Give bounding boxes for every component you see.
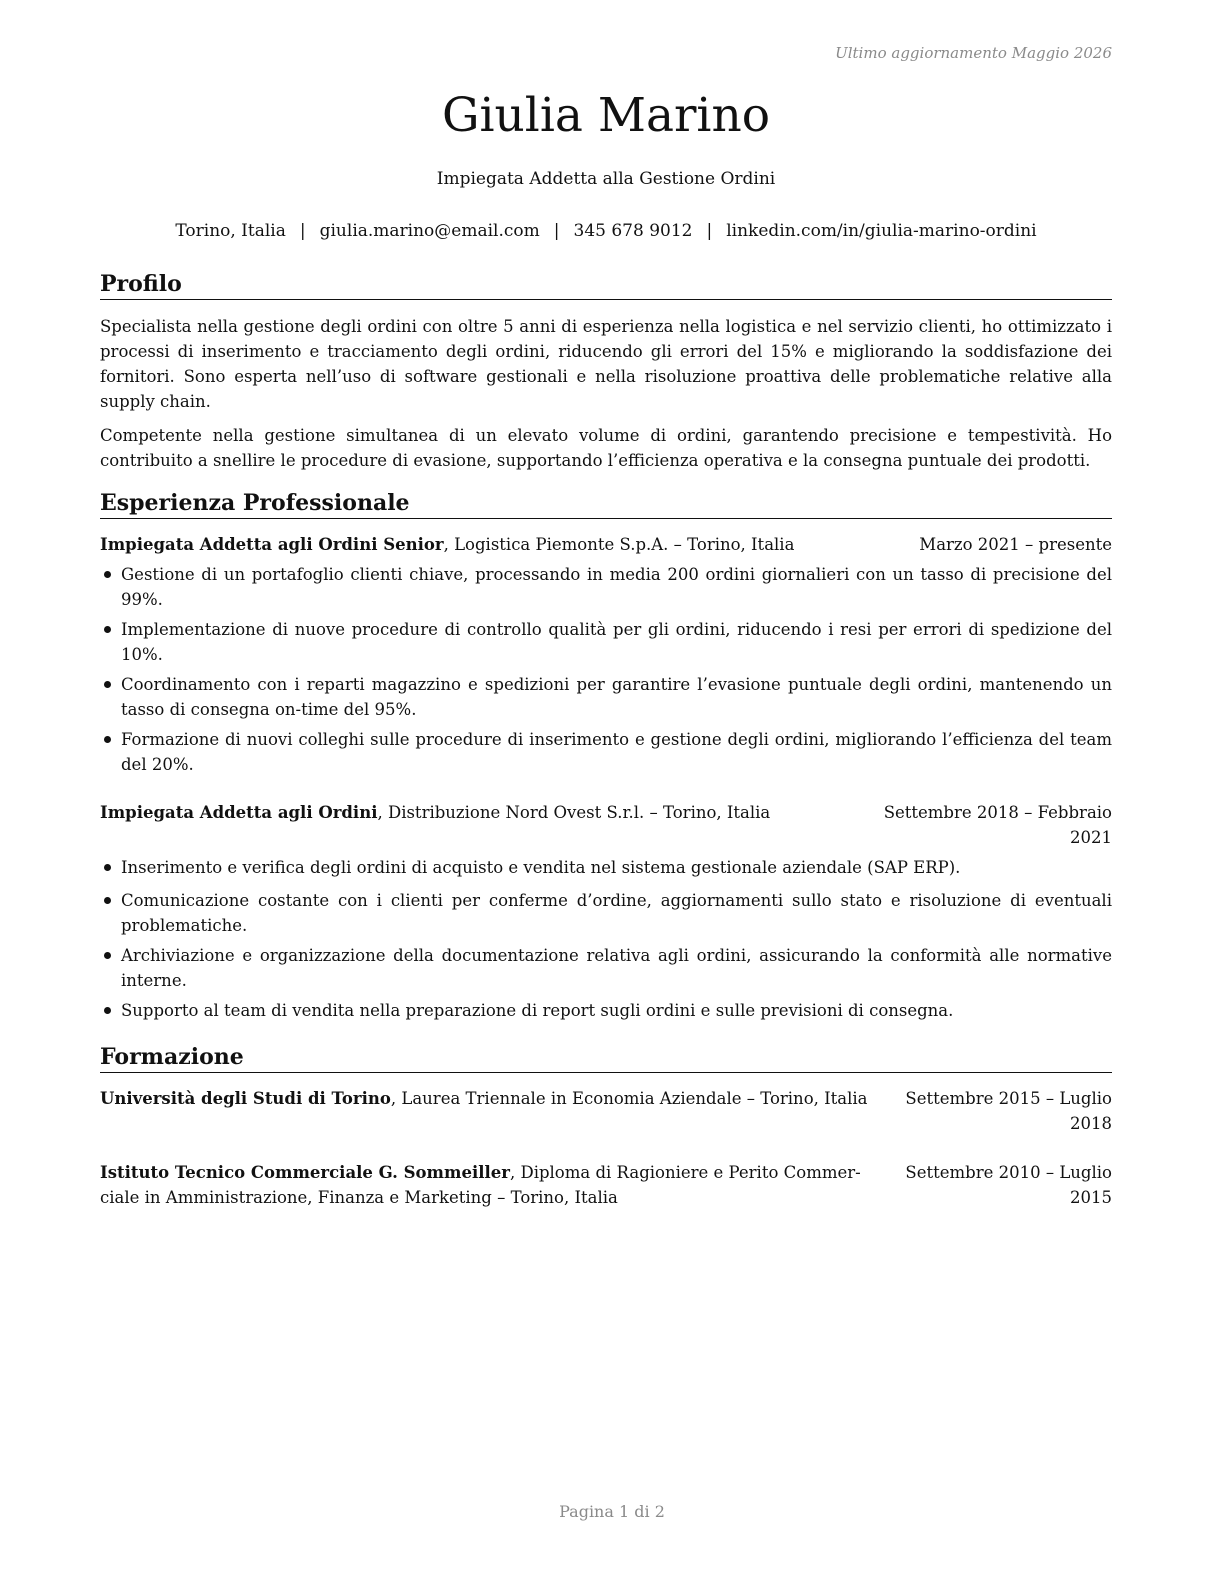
education-school-detail: [100, 1086, 868, 1111]
bullet-icon: [104, 864, 111, 871]
last-updated-note: Ultimo aggiornamento Maggio 2026: [835, 44, 1112, 62]
education-dates-line2: 2018: [1070, 1114, 1112, 1133]
job-dates: Settembre 2018 – Febbraio 2021: [883, 803, 1112, 847]
bullet-icon: [104, 897, 111, 904]
job-dates: Marzo 2021 – presente: [919, 535, 1112, 554]
education-detail: , Laurea Triennale in Economia Aziendale – Torino, Italia: [390, 1089, 868, 1108]
job-role: Impiegata Addetta agli Ordini Senior: [100, 535, 444, 554]
contact-separator: |: [553, 221, 560, 241]
candidate-name: Giulia Marino: [441, 88, 771, 143]
section-title-education: Formazione: [100, 1043, 1112, 1073]
list-item: Supporto al team di vendita nella preparazione di report sugli ordini e sulle previsioni di consegna.: [100, 998, 1112, 1023]
bullet-icon: [104, 1007, 111, 1014]
job-role-company: [100, 800, 770, 825]
list-item: Implementazione di nuove procedure di controllo qualità per gli ordini, riducendo i resi per errori di spedizione del 10%.: [100, 617, 1112, 667]
education-school: Istituto Tecnico Commerciale G. Sommeiller: [100, 1163, 510, 1182]
job-company: , Distribuzione Nord Ovest S.r.l. – Torino, Italia: [377, 803, 771, 822]
job-title: Impiegata Addetta alla Gestione Ordini: [436, 169, 776, 189]
list-item: Formazione di nuovi colleghi sulle procedure di inserimento e gestione degli ordini, migliorando l’efficienza del team del 20%.: [100, 727, 1112, 777]
bullet-icon: [104, 681, 111, 688]
job-role-company: [100, 532, 794, 557]
bullet-icon: [104, 952, 111, 959]
list-item: Comunicazione costante con i clienti per conferme d’ordine, aggiornamenti sullo stato e risoluzione di eventuali problematiche.: [100, 888, 1112, 938]
list-item: Inserimento e verifica degli ordini di acquisto e vendita nel sistema gestionale aziendale (SAP ERP).: [100, 855, 1112, 880]
job-role: Impiegata Addetta agli Ordini: [100, 803, 378, 822]
job-bullet-list: [100, 855, 1112, 1023]
profile-paragraph: Competente nella gestione simultanea di un elevato volume di ordini, garantendo precisione e tempestività. Ho contribuito a snellire le procedure di evasione, supportando l’efficienza operativa e la consegna puntuale dei prodotti.: [100, 426, 1112, 470]
contact-email[interactable]: giulia.marino@email.com: [319, 221, 540, 241]
contact-location: Torino, Italia: [175, 221, 286, 241]
job-bullet-list: [100, 562, 1112, 777]
section-title-experience: Esperienza Professionale: [100, 489, 1112, 519]
list-item: Gestione di un portafoglio clienti chiave, processando in media 200 ordini giornalieri con un tasso di precisione del 99%.: [100, 562, 1112, 612]
contact-phone[interactable]: 345 678 9012: [573, 221, 693, 241]
education-dates-line2: 2015: [1070, 1188, 1112, 1207]
bullet-icon: [104, 571, 111, 578]
education-school: Università degli Studi di Torino: [100, 1089, 391, 1108]
education-school-detail: [100, 1160, 861, 1210]
page-number: Pagina 1 di 2: [559, 1502, 665, 1521]
contact-line: [100, 219, 1112, 243]
section-title-profile: Profilo: [100, 270, 1112, 300]
contact-separator: |: [706, 221, 713, 241]
education-detail: ciale in Amministrazione, Finanza e Marketing – Torino, Italia: [100, 1188, 618, 1207]
contact-linkedin[interactable]: linkedin.com/in/giulia-marino-ordini: [726, 221, 1037, 241]
contact-separator: |: [299, 221, 306, 241]
job-company: , Logistica Piemonte S.p.A. – Torino, Italia: [443, 535, 795, 554]
bullet-icon: [104, 736, 111, 743]
list-item: Archiviazione e organizzazione della documentazione relativa agli ordini, assicurando la conformità alle normative interne.: [100, 943, 1112, 993]
profile-paragraph: Specialista nella gestione degli ordini con oltre 5 anni di esperienza nella logistica e nel servizio clienti, ho ottimizzato i processi di inserimento e tracciamento degli ordini, riducendo gli errori del 15% e migliorando la soddisfazione dei fornitori. Sono esperta nell’uso di software gestionali e nella risoluzione proattiva delle problematiche relative alla supply chain.: [100, 317, 1112, 411]
education-detail: , Diploma di Ragioniere e Perito Commer-: [509, 1163, 861, 1182]
list-item: Coordinamento con i reparti magazzino e spedizioni per garantire l’evasione puntuale degli ordini, mantenendo un tasso di consegna on-time del 95%.: [100, 672, 1112, 722]
bullet-icon: [104, 626, 111, 633]
